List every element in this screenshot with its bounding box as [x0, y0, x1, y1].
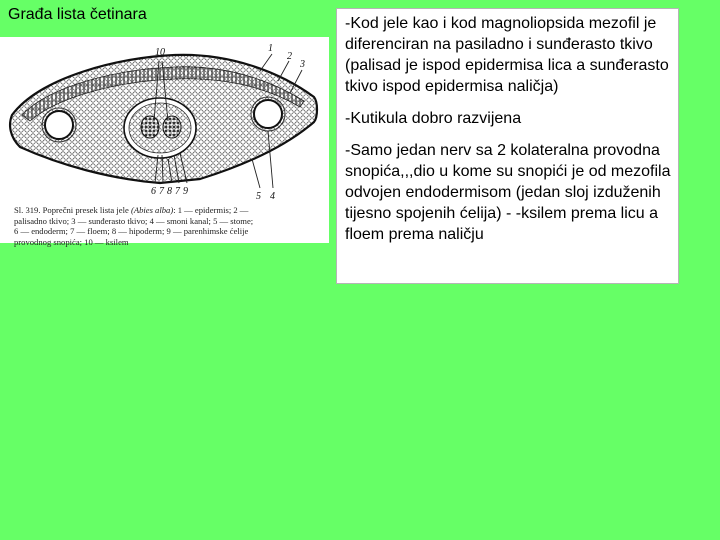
figure-label-10: 10: [155, 47, 165, 58]
vascular-bundle-right: [163, 116, 181, 138]
paragraph-mesophyll: -Kod jele kao i kod magnoliopsida mezofil je diferenciran na pasiladno i sunđerasto tkivo (palisad je ispod epidermisa lica a sunđerasto tkivo ispod epidermisa naličja): [345, 15, 669, 95]
figure-label-7b: 7: [175, 186, 180, 197]
resin-canal-right: [254, 100, 282, 128]
vascular-bundle-left: [141, 116, 159, 138]
endodermis-inner: [129, 103, 191, 153]
caption-line-2: palisadno tkivo; 3 — sunđerasto tkivo; 4 — smoni kanal; 5 — stome;: [14, 215, 254, 226]
caption-line-4: provodnog snopića; 10 — ksilem: [14, 236, 129, 247]
species-name: (Abies alba): [130, 205, 174, 215]
figure-label-3: 3: [300, 59, 305, 70]
figure-label-7: 7: [159, 186, 164, 197]
resin-canal-left: [45, 111, 73, 139]
figure-label-5: 5: [256, 191, 261, 202]
description-text-box: [336, 8, 679, 284]
caption-line-3: 6 — endoderm; 7 — floem; 8 — hipoderm; 9 — parenhimske ćelije: [14, 226, 249, 237]
caption-line-1: Sl. 319. Poprečni presek lista jele (Abies alba): 1 — epidermis; 2 —: [14, 205, 249, 215]
slide-title: Građa lista četinara: [8, 6, 147, 23]
figure-label-8: 8: [167, 186, 172, 197]
figure-label-9: 9: [183, 186, 188, 197]
figure-label-6: 6: [151, 186, 156, 197]
figure-caption: [14, 205, 326, 247]
paragraph-cuticle: -Kutikula dobro razvijena: [345, 110, 522, 127]
figure-label-1: 1: [268, 43, 273, 54]
figure-label-4: 4: [270, 191, 275, 202]
figure-label-2: 2: [287, 51, 292, 62]
paragraph-nerve: -Samo jedan nerv sa 2 kolateralna provodna snopića,,,dio u kome su snopići je od mezofila odvojen endodermisom (jedan sloj izduženih tijesno spojenih ćelija) - -ksilem prema licu a floem prema naličju: [345, 142, 671, 243]
